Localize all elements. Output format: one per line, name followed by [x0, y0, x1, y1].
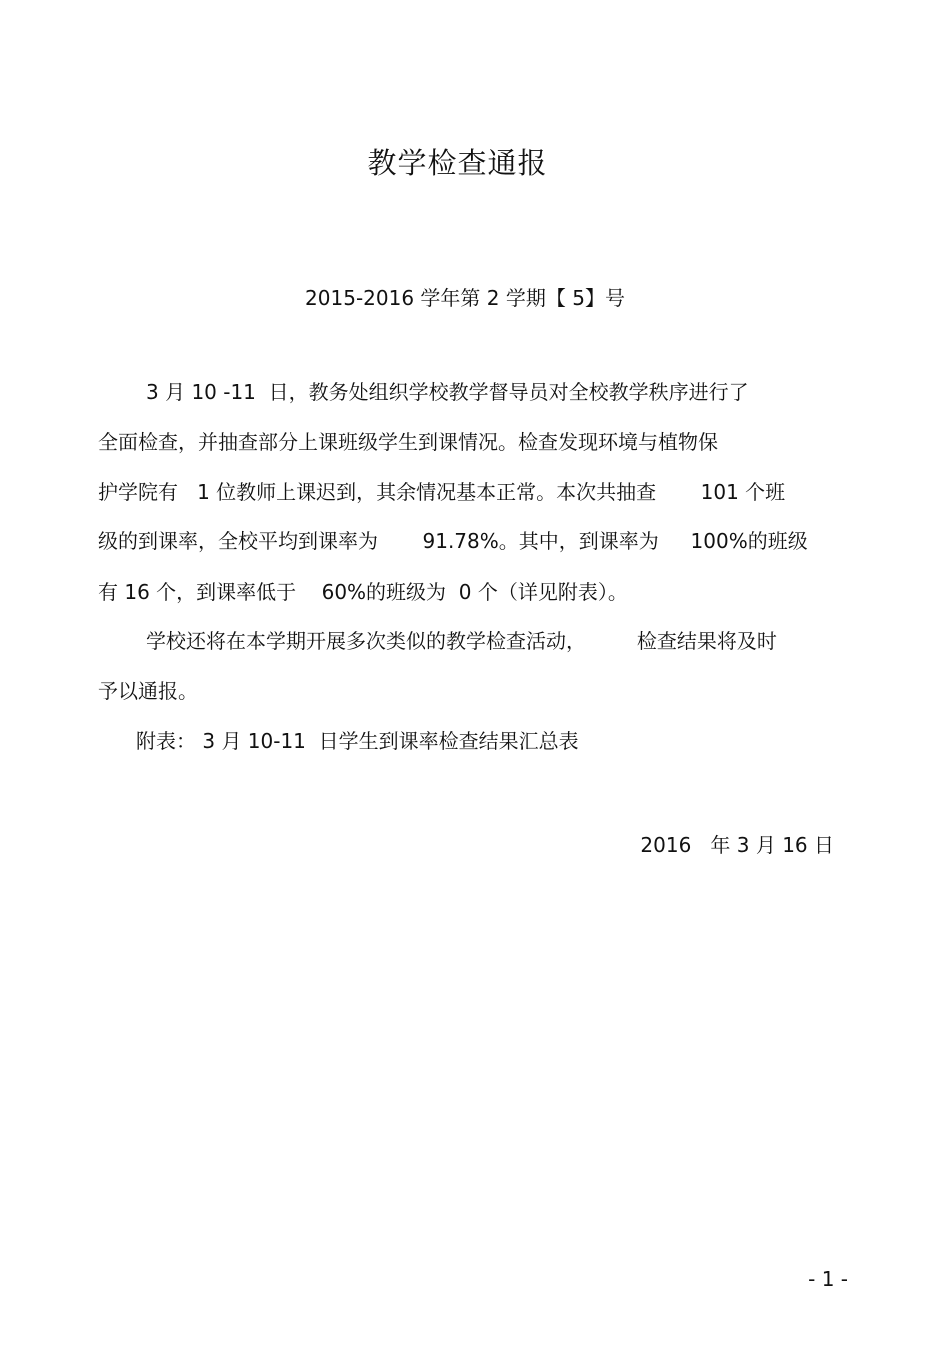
- paragraph-line: 护学院有 1 位教师上课迟到，其余情况基本正常。本次共抽查 101 个班: [98, 480, 786, 504]
- paragraph-line: 予以通报。: [98, 679, 198, 703]
- paragraph-line: 级的到课率，全校平均到课率为 91.78%。其中，到课率为 100%的班级: [98, 529, 808, 553]
- page-title: 教学检查通报: [367, 146, 548, 180]
- paragraph-line: 全面检查，并抽查部分上课班级学生到课情况。检查发现环境与植物保: [98, 430, 718, 454]
- issue-date: 2016 年 3 月 16 日: [640, 833, 834, 857]
- document-number: 2015-2016 学年第 2 学期【 5】号: [305, 286, 625, 310]
- paragraph-line: 有 16 个，到课率低于 60%的班级为 0 个（详见附表）。: [98, 580, 628, 604]
- attachment-note: 附表： 3 月 10-11 日学生到课率检查结果汇总表: [136, 729, 579, 753]
- page-number: - 1 -: [808, 1267, 848, 1291]
- paragraph-line: 3 月 10 -11 日，教务处组织学校教学督导员对全校教学秩序进行了: [146, 380, 749, 404]
- paragraph-line: 学校还将在本学期开展多次类似的教学检查活动， 检查结果将及时: [146, 629, 777, 653]
